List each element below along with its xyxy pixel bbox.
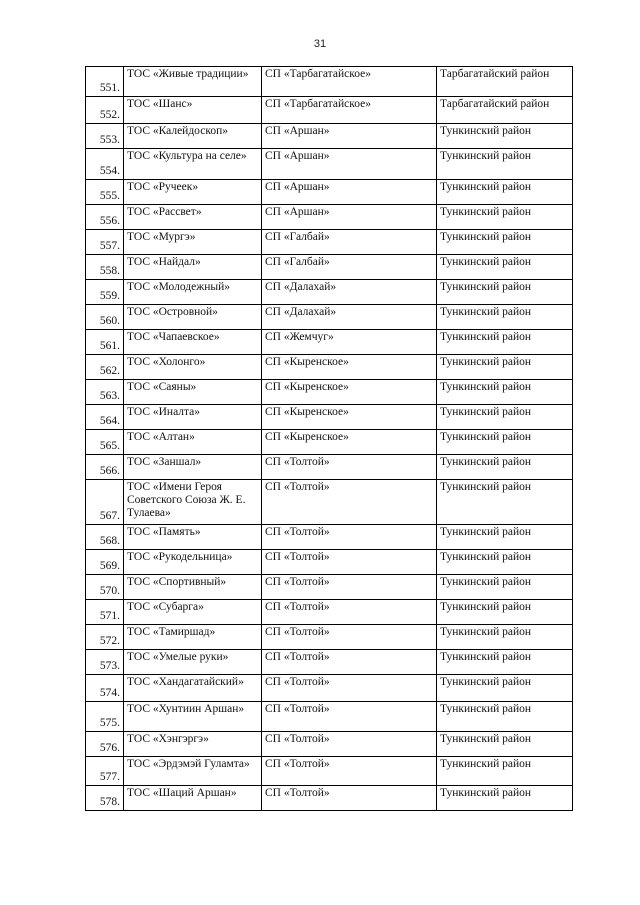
tos-name: ТОС «Найдал» — [124, 255, 262, 280]
district-name: Тункинский район — [437, 786, 573, 811]
table-row — [86, 280, 573, 305]
table-row — [86, 600, 573, 625]
tos-name: ТОС «Хандагатайский» — [124, 675, 262, 702]
settlement-name: СП «Толтой» — [262, 625, 437, 650]
table-row — [86, 702, 573, 732]
table-row — [86, 380, 573, 405]
tos-table — [85, 66, 573, 811]
row-number: 577. — [86, 757, 124, 786]
settlement-name: СП «Галбай» — [262, 255, 437, 280]
row-number: 573. — [86, 650, 124, 675]
table-row — [86, 67, 573, 97]
table-row — [86, 550, 573, 575]
settlement-name: СП «Толтой» — [262, 575, 437, 600]
settlement-name: СП «Галбай» — [262, 230, 437, 255]
row-number: 553. — [86, 124, 124, 149]
tos-name: ТОС «Саяны» — [124, 380, 262, 405]
district-name: Тарбагатайский район — [437, 97, 573, 124]
district-name: Тункинский район — [437, 330, 573, 355]
table-row — [86, 97, 573, 124]
table-row — [86, 149, 573, 180]
tos-name: ТОС «Рассвет» — [124, 205, 262, 230]
row-number: 567. — [86, 480, 124, 525]
district-name: Тункинский район — [437, 702, 573, 732]
settlement-name: СП «Тарбагатайское» — [262, 67, 437, 97]
settlement-name: СП «Аршан» — [262, 180, 437, 205]
district-name: Тункинский район — [437, 280, 573, 305]
tos-name: ТОС «Иналта» — [124, 405, 262, 430]
district-name: Тункинский район — [437, 355, 573, 380]
district-name: Тункинский район — [437, 575, 573, 600]
settlement-name: СП «Тарбагатайское» — [262, 97, 437, 124]
row-number: 565. — [86, 430, 124, 455]
tos-name: ТОС «Калейдоскоп» — [124, 124, 262, 149]
page-number: 31 — [313, 38, 327, 50]
table-row — [86, 675, 573, 702]
tos-name: ТОС «Островной» — [124, 305, 262, 330]
row-number: 563. — [86, 380, 124, 405]
row-number: 568. — [86, 525, 124, 550]
row-number: 578. — [86, 786, 124, 811]
district-name: Тункинский район — [437, 255, 573, 280]
tos-name: ТОС «Хунтиин Аршан» — [124, 702, 262, 732]
table-row — [86, 625, 573, 650]
tos-name: ТОС «Умелые руки» — [124, 650, 262, 675]
district-name: Тункинский район — [437, 124, 573, 149]
row-number: 566. — [86, 455, 124, 480]
district-name: Тункинский район — [437, 625, 573, 650]
district-name: Тункинский район — [437, 525, 573, 550]
district-name: Тункинский район — [437, 650, 573, 675]
settlement-name: СП «Толтой» — [262, 757, 437, 786]
table-row — [86, 355, 573, 380]
settlement-name: СП «Аршан» — [262, 205, 437, 230]
settlement-name: СП «Аршан» — [262, 124, 437, 149]
settlement-name: СП «Кыренское» — [262, 380, 437, 405]
settlement-name: СП «Далахай» — [262, 305, 437, 330]
settlement-name: СП «Толтой» — [262, 600, 437, 625]
district-name: Тункинский район — [437, 205, 573, 230]
settlement-name: СП «Толтой» — [262, 455, 437, 480]
tos-name: ТОС «Хэнгэргэ» — [124, 732, 262, 757]
tos-name: ТОС «Чапаевское» — [124, 330, 262, 355]
tos-name: ТОС «Холонго» — [124, 355, 262, 380]
tos-name: ТОС «Ручеек» — [124, 180, 262, 205]
table-row — [86, 650, 573, 675]
settlement-name: СП «Толтой» — [262, 702, 437, 732]
tos-name: ТОС «Эрдэмэй Гуламта» — [124, 757, 262, 786]
table-row — [86, 480, 573, 525]
settlement-name: СП «Толтой» — [262, 650, 437, 675]
table-row — [86, 124, 573, 149]
table-row — [86, 405, 573, 430]
district-name: Тункинский район — [437, 732, 573, 757]
district-name: Тункинский район — [437, 550, 573, 575]
settlement-name: СП «Аршан» — [262, 149, 437, 180]
row-number: 561. — [86, 330, 124, 355]
table-row — [86, 305, 573, 330]
table-row — [86, 525, 573, 550]
row-number: 576. — [86, 732, 124, 757]
tos-name: ТОС «Спортивный» — [124, 575, 262, 600]
table-row — [86, 732, 573, 757]
district-name: Тункинский район — [437, 675, 573, 702]
tos-name: ТОС «Шаций Аршан» — [124, 786, 262, 811]
settlement-name: СП «Кыренское» — [262, 430, 437, 455]
tos-name: ТОС «Шанс» — [124, 97, 262, 124]
tos-name: ТОС «Культура на селе» — [124, 149, 262, 180]
row-number: 562. — [86, 355, 124, 380]
row-number: 557. — [86, 230, 124, 255]
table-body — [86, 67, 573, 811]
table-row — [86, 430, 573, 455]
table-row — [86, 455, 573, 480]
settlement-name: СП «Толтой» — [262, 732, 437, 757]
district-name: Тункинский район — [437, 149, 573, 180]
table-row — [86, 180, 573, 205]
district-name: Тункинский район — [437, 430, 573, 455]
settlement-name: СП «Толтой» — [262, 550, 437, 575]
row-number: 564. — [86, 405, 124, 430]
district-name: Тункинский район — [437, 455, 573, 480]
district-name: Тункинский район — [437, 480, 573, 525]
tos-name: ТОС «Молодежный» — [124, 280, 262, 305]
row-number: 571. — [86, 600, 124, 625]
row-number: 555. — [86, 180, 124, 205]
settlement-name: СП «Далахай» — [262, 280, 437, 305]
settlement-name: СП «Кыренское» — [262, 355, 437, 380]
row-number: 559. — [86, 280, 124, 305]
tos-name: ТОС «Рукодельница» — [124, 550, 262, 575]
district-name: Тункинский район — [437, 230, 573, 255]
district-name: Тункинский район — [437, 600, 573, 625]
tos-name: ТОС «Заншал» — [124, 455, 262, 480]
district-name: Тарбагатайский район — [437, 67, 573, 97]
table-row — [86, 230, 573, 255]
table-row — [86, 330, 573, 355]
tos-name: ТОС «Алтан» — [124, 430, 262, 455]
table-row — [86, 575, 573, 600]
row-number: 554. — [86, 149, 124, 180]
table-row — [86, 255, 573, 280]
settlement-name: СП «Кыренское» — [262, 405, 437, 430]
tos-name: ТОС «Имени Героя Советского Союза Ж. Е. Тулаева» — [124, 480, 262, 525]
row-number: 570. — [86, 575, 124, 600]
district-name: Тункинский район — [437, 305, 573, 330]
table-row — [86, 786, 573, 811]
district-name: Тункинский район — [437, 405, 573, 430]
table-row — [86, 757, 573, 786]
row-number: 556. — [86, 205, 124, 230]
row-number: 572. — [86, 625, 124, 650]
tos-name: ТОС «Субарга» — [124, 600, 262, 625]
row-number: 552. — [86, 97, 124, 124]
settlement-name: СП «Толтой» — [262, 525, 437, 550]
tos-name: ТОС «Живые традиции» — [124, 67, 262, 97]
tos-name: ТОС «Мургэ» — [124, 230, 262, 255]
settlement-name: СП «Жемчуг» — [262, 330, 437, 355]
district-name: Тункинский район — [437, 180, 573, 205]
row-number: 558. — [86, 255, 124, 280]
row-number: 560. — [86, 305, 124, 330]
row-number: 551. — [86, 67, 124, 97]
row-number: 575. — [86, 702, 124, 732]
district-name: Тункинский район — [437, 757, 573, 786]
tos-name: ТОС «Тамиршад» — [124, 625, 262, 650]
settlement-name: СП «Толтой» — [262, 480, 437, 525]
settlement-name: СП «Толтой» — [262, 675, 437, 702]
row-number: 569. — [86, 550, 124, 575]
settlement-name: СП «Толтой» — [262, 786, 437, 811]
table-row — [86, 205, 573, 230]
row-number: 574. — [86, 675, 124, 702]
tos-name: ТОС «Память» — [124, 525, 262, 550]
district-name: Тункинский район — [437, 380, 573, 405]
